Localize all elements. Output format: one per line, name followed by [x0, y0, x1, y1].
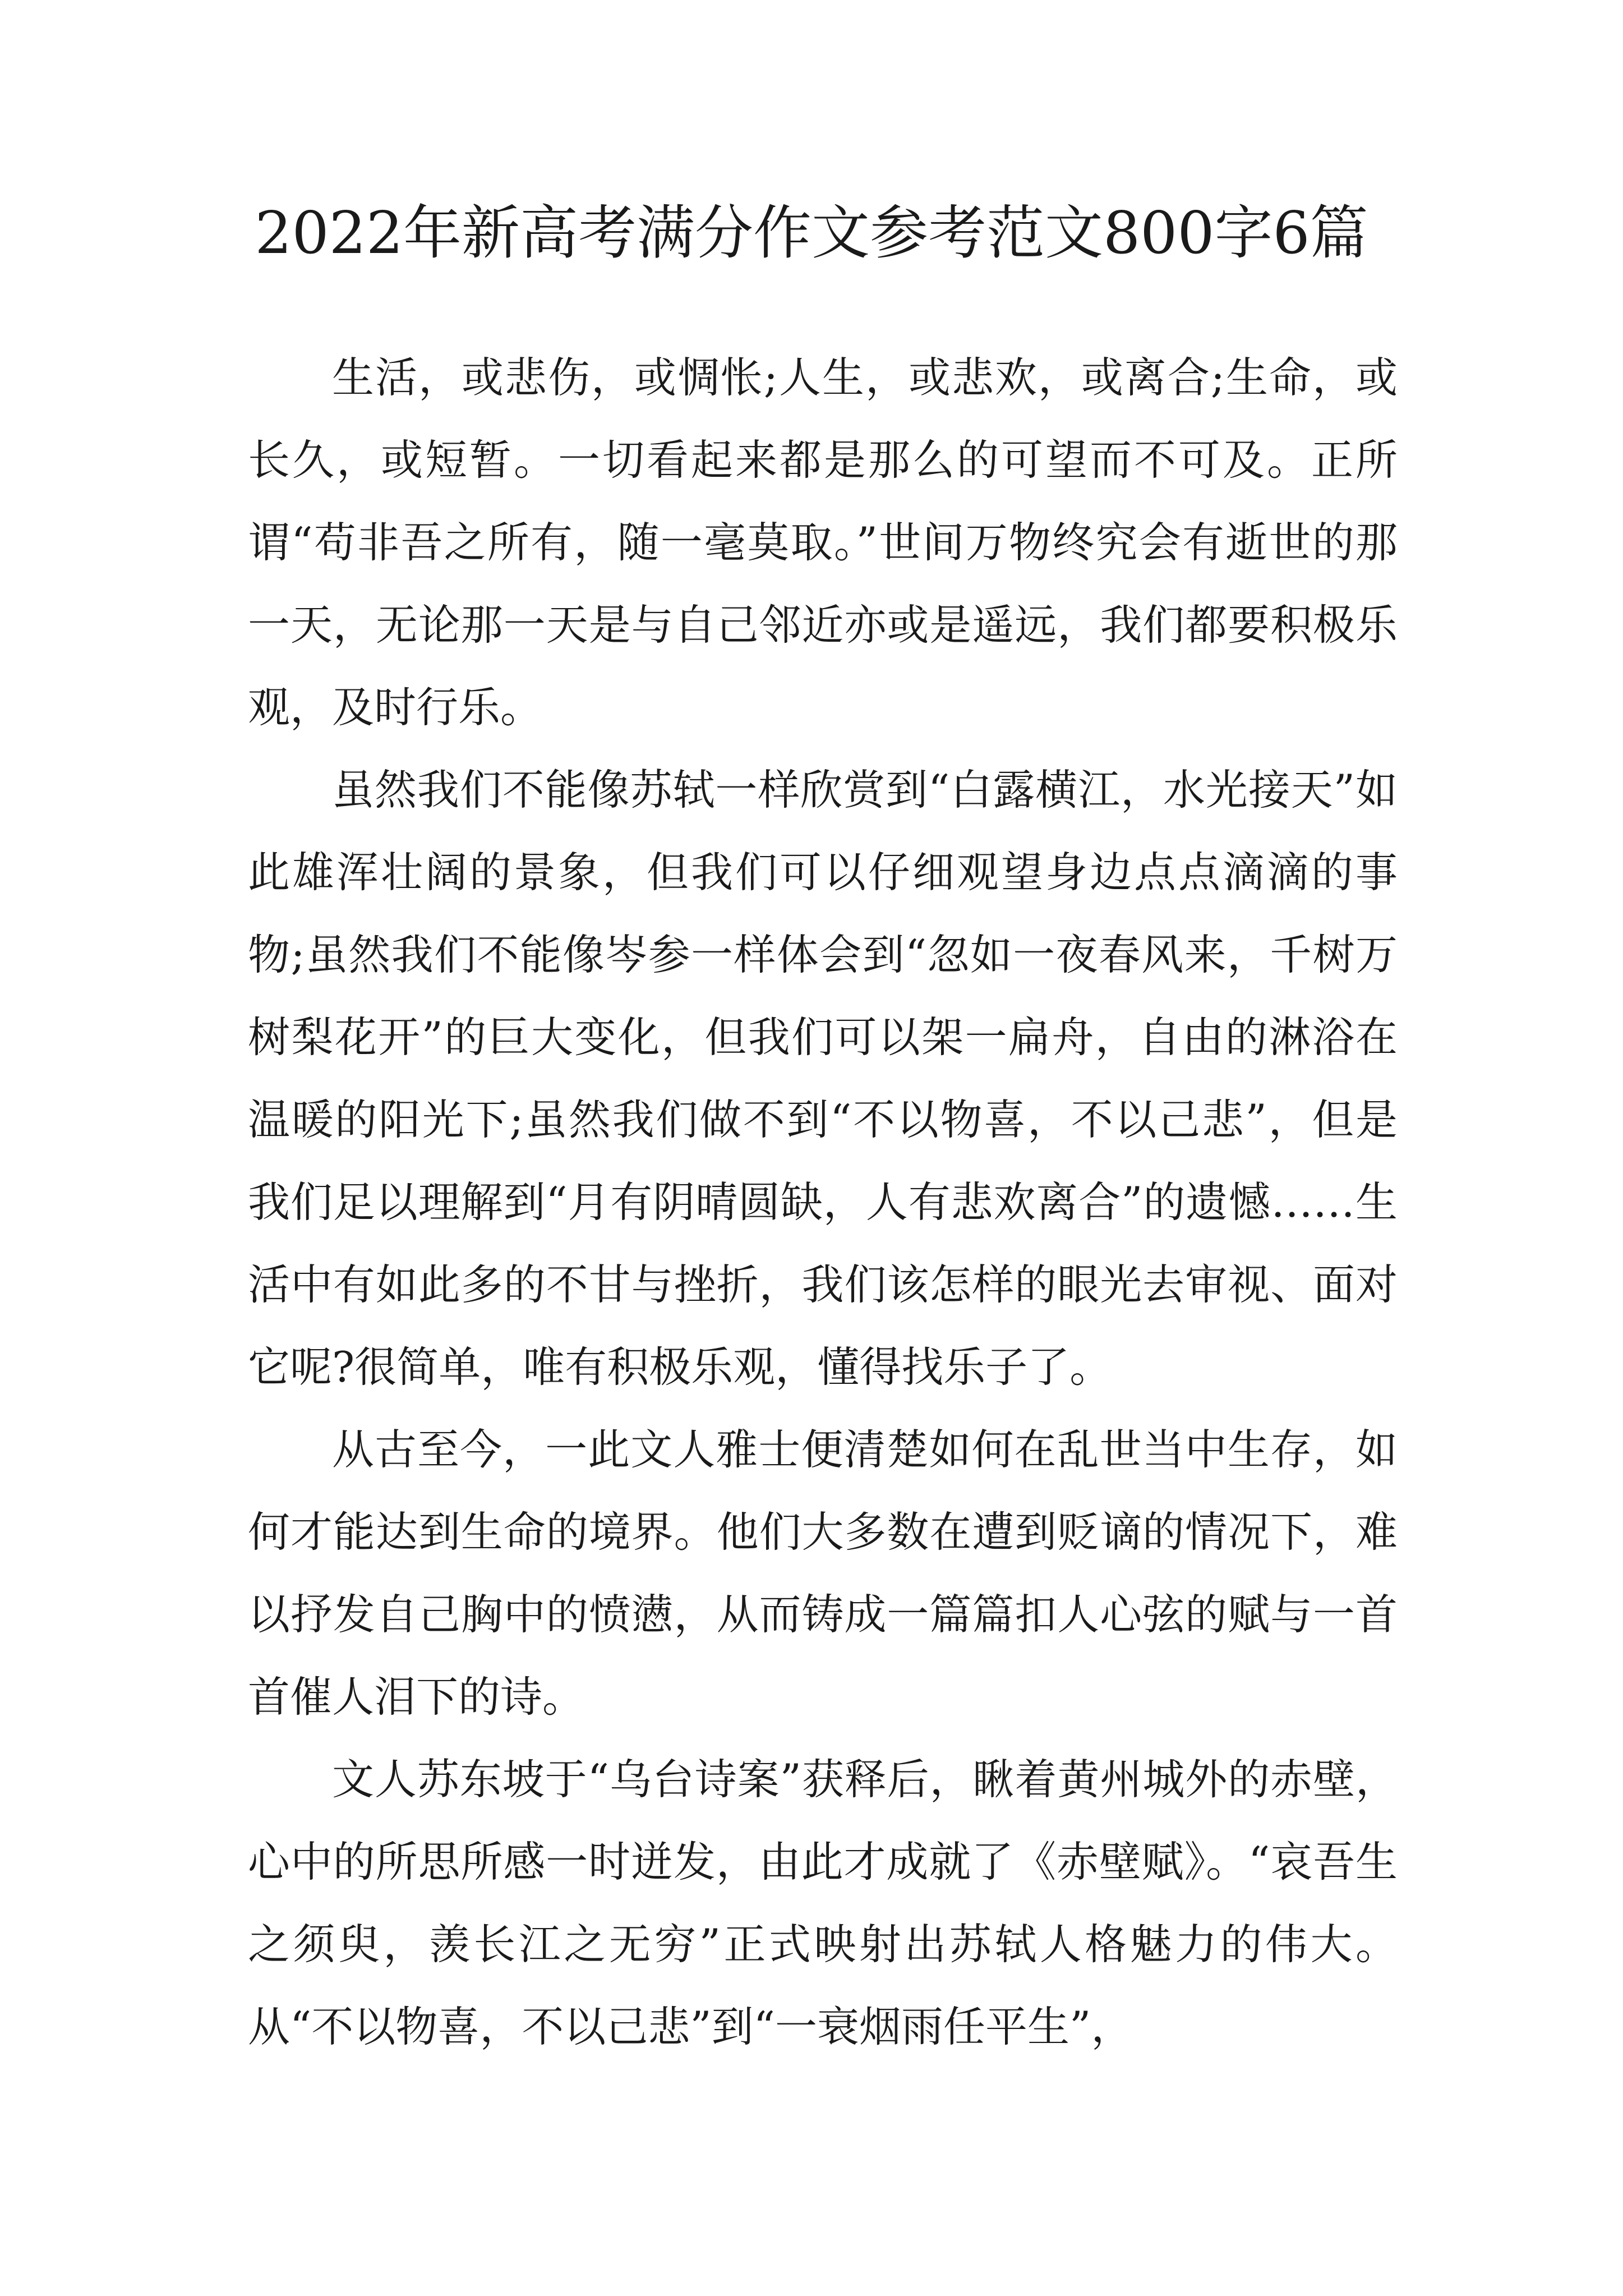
paragraph-2: 虽然我们不能像苏轼一样欣赏到“白露横江，水光接天”如此雄浑壮阔的景象，但我们可以仔细观望身边点点滴滴的事物;虽然我们不能像岑参一样体会到“忽如一夜春风来，千树万树梨花开”的巨大变化，但我们可以架一扁舟，自由的淋浴在温暖的阳光下;虽然我们做不到“不以物喜，不以己悲”，但是我们足以理解到“月有阴晴圆缺，人有悲欢离合”的遗憾……生活中有如此多的不甘与挫折，我们该怎样的眼光去审视、面对它呢?很简单，唯有积极乐观，懂得找乐子了。: [248, 765, 1398, 1392]
paragraph-3: 从古至今，一此文人雅士便清楚如何在乱世当中生存，如何才能达到生命的境界。他们大多数在遭到贬谪的情况下，难以抒发自己胸中的愤懑，从而铸成一篇篇扣人心弦的赋与一首首催人泪下的诗。: [248, 1425, 1398, 1722]
document-body: [248, 337, 1398, 2068]
document-title: 2022年新高考满分作文参考范文800字6篇: [255, 199, 1368, 267]
paragraph-1: 生活，或悲伤，或惆怅;人生，或悲欢，或离合;生命，或长久，或短暂。一切看起来都是那么的可望而不可及。正所谓“苟非吾之所有，随一毫莫取。”世间万物终究会有逝世的那一天，无论那一天是与自己邻近亦或是遥远，我们都要积极乐观，及时行乐。: [248, 353, 1398, 732]
paragraph-4: 文人苏东坡于“乌台诗案”获释后，瞅着黄州城外的赤壁，心中的所思所感一时迸发，由此才成就了《赤壁赋》。“哀吾生之须臾，羡长江之无穷”正式映射出苏轼人格魅力的伟大。从“不以物喜，不以己悲”到“一衰烟雨任平生”，: [248, 1755, 1398, 2051]
